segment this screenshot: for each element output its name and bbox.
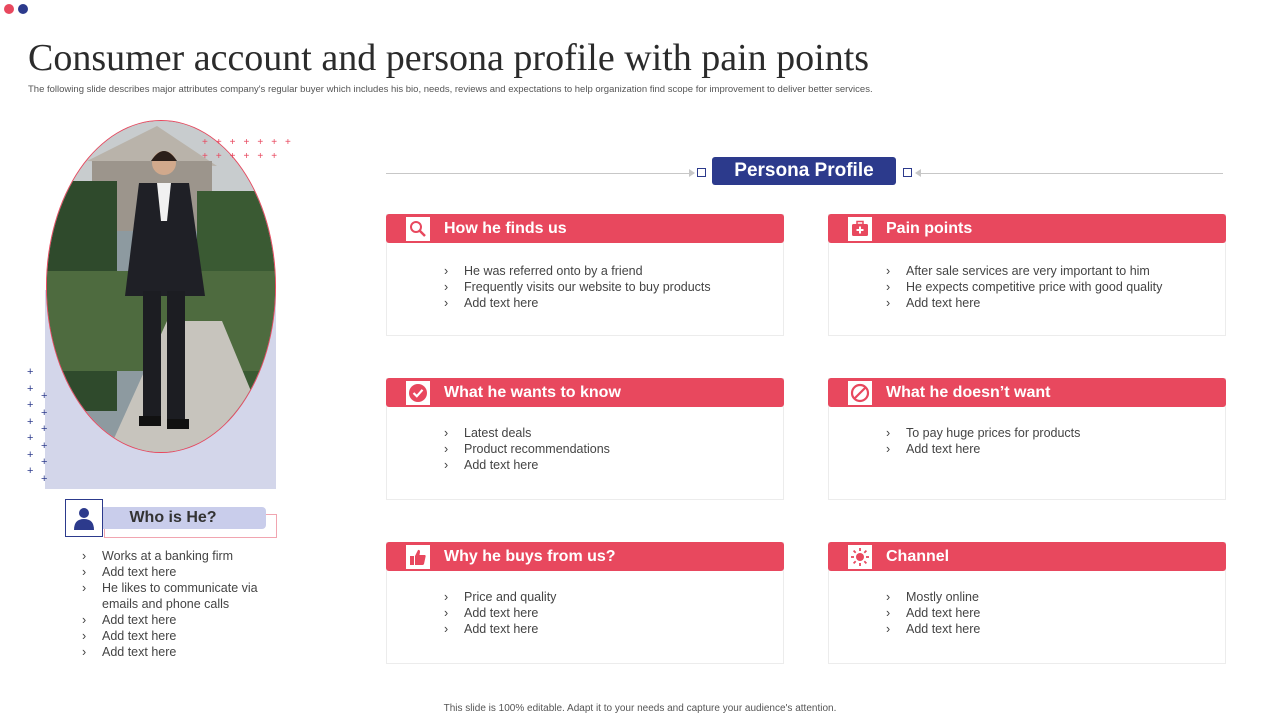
slide-subtitle: The following slide describes major attributes company's regular buyer which includes his bio, needs, reviews and expectations to help organization find scope for improvement to deliver better services. [28, 84, 873, 95]
card-list [444, 589, 774, 637]
card-title: How he finds us [444, 220, 567, 237]
list-item: › After sale services are very important to him [886, 263, 1216, 279]
list-item: › Add text here [886, 441, 1216, 457]
card-header [386, 378, 784, 407]
who-item: › Add text here [82, 644, 282, 660]
card-how-he-finds-us [386, 214, 784, 336]
card-pain-points [828, 214, 1226, 336]
thumbs-up-icon [409, 548, 427, 566]
card-list [444, 263, 774, 311]
card-header [828, 378, 1226, 407]
card-header [828, 542, 1226, 571]
decor-plus-column-navy: + + + + + + + [27, 366, 34, 477]
card-why-he-buys-from-us [386, 542, 784, 664]
list-item: › He was referred onto by a friend [444, 263, 774, 279]
check-circle-icon [408, 383, 428, 403]
card-icon-box [848, 217, 872, 241]
first-aid-kit-icon [851, 220, 869, 238]
list-item: › Product recommendations [444, 441, 774, 457]
card-channel [828, 542, 1226, 664]
persona-photo [46, 120, 276, 453]
list-item: › Price and quality [444, 589, 774, 605]
card-icon-box [406, 381, 430, 405]
sun-gear-icon [850, 547, 870, 567]
list-item: › Mostly online [886, 589, 1216, 605]
user-icon [72, 506, 96, 530]
card-title: What he wants to know [444, 384, 621, 401]
card-header [386, 214, 784, 243]
list-item: › To pay huge prices for products [886, 425, 1216, 441]
who-list [82, 548, 282, 660]
persona-line-left [386, 173, 694, 174]
persona-arrow-left [689, 169, 695, 177]
card-icon-box [406, 545, 430, 569]
decor-dot-navy [18, 4, 28, 14]
list-item: › Add text here [886, 621, 1216, 637]
list-item: › Add text here [886, 295, 1216, 311]
list-item: › Add text here [444, 621, 774, 637]
card-list [444, 425, 774, 473]
persona-line-right [920, 173, 1223, 174]
prohibited-icon [850, 383, 870, 403]
decor-dot-red [4, 4, 14, 14]
card-list [886, 425, 1216, 457]
card-header [828, 214, 1226, 243]
card-list [886, 263, 1216, 311]
list-item: › Add text here [886, 605, 1216, 621]
card-title: Channel [886, 548, 950, 565]
card-icon-box [848, 381, 872, 405]
card-what-he-doesnt-want [828, 378, 1226, 500]
who-item: › Add text here [82, 628, 282, 644]
who-item: › Add text here [82, 564, 282, 580]
list-item: › Add text here [444, 295, 774, 311]
card-header [386, 542, 784, 571]
card-title: Pain points [886, 220, 973, 237]
card-icon-box [848, 545, 872, 569]
decor-plus-column-navy-2: + + + + + + [41, 390, 48, 485]
decor-plus-grid-red: +++++++ ++++++ [202, 137, 299, 162]
who-item: › Add text here [82, 612, 282, 628]
list-item: › Add text here [444, 605, 774, 621]
persona-profile-title: Persona Profile [712, 157, 896, 185]
card-list [886, 589, 1216, 637]
persona-square-right [903, 168, 912, 177]
who-item: › Works at a banking firm [82, 548, 282, 564]
card-title: What he doesn’t want [886, 384, 1051, 401]
slide-title: Consumer account and persona profile with pain points [28, 37, 870, 79]
search-icon [409, 220, 427, 238]
card-title: Why he buys from us? [444, 548, 616, 565]
who-label: Who is He? [129, 509, 217, 526]
list-item: › Add text here [444, 457, 774, 473]
who-avatar-box [65, 499, 103, 537]
list-item: › He expects competitive price with good quality [886, 279, 1216, 295]
list-item: › Latest deals [444, 425, 774, 441]
who-item: › He likes to communicate via emails and phone calls [82, 580, 282, 612]
list-item: › Frequently visits our website to buy products [444, 279, 774, 295]
slide-footer: This slide is 100% editable. Adapt it to your needs and capture your audience's attention. [443, 703, 837, 714]
persona-square-left [697, 168, 706, 177]
card-icon-box [406, 217, 430, 241]
card-what-he-wants-to-know [386, 378, 784, 500]
